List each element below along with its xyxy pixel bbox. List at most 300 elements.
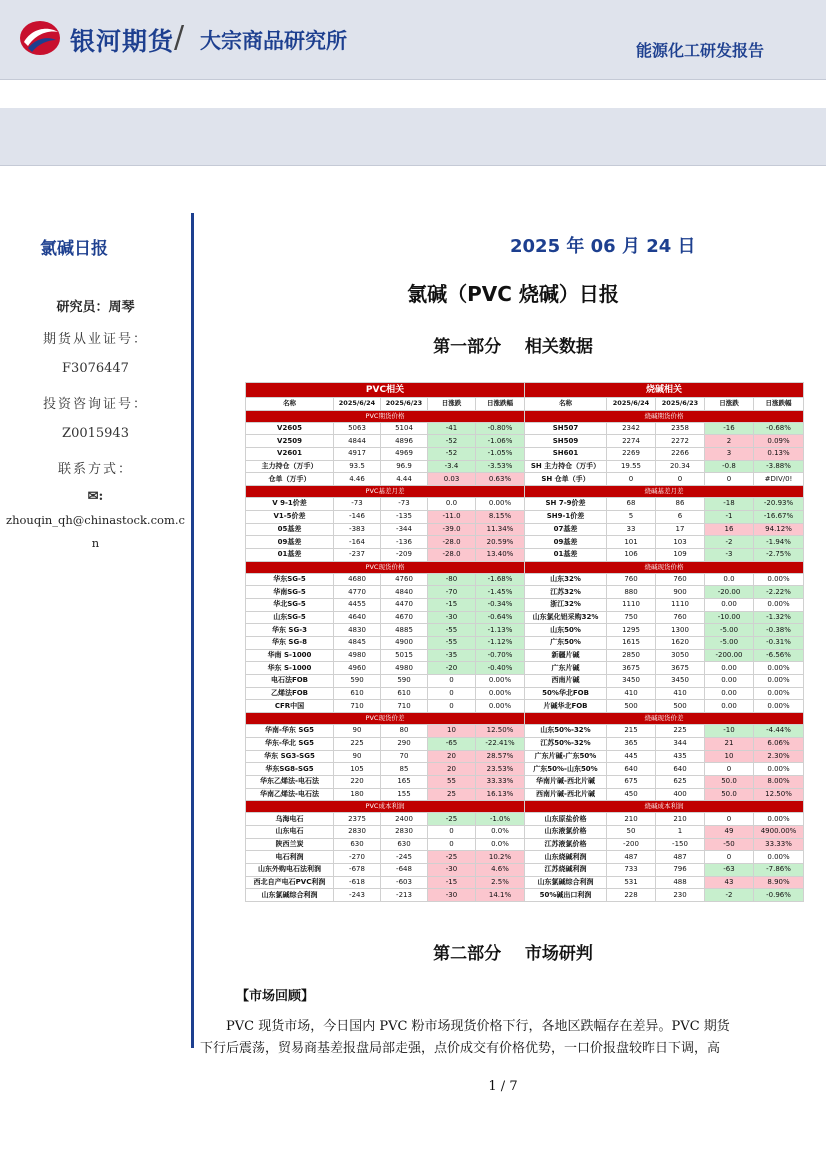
table-row (525, 510, 804, 523)
row-value: 675 (607, 775, 656, 788)
row-value: -6.56% (754, 649, 804, 662)
section-header: PVC成本利润 (246, 801, 525, 813)
table-row (246, 448, 525, 461)
row-value: -2 (705, 889, 754, 902)
email-line-1[interactable]: zhouqin_qh@chinastock.com.c (6, 513, 185, 527)
row-name: V2605 (246, 422, 334, 435)
row-value: -344 (381, 523, 428, 536)
row-value: -7.86% (754, 864, 804, 877)
table-row (525, 763, 804, 776)
table-row (525, 737, 804, 750)
row-name: V1-5价差 (246, 510, 334, 523)
row-value: 0.0% (476, 838, 525, 851)
row-value: 0.00% (754, 675, 804, 688)
row-value: 5104 (381, 422, 428, 435)
row-value: 0.00% (476, 498, 525, 511)
row-value: -0.80% (476, 422, 525, 435)
row-value: 165 (381, 775, 428, 788)
row-value: 0.00% (754, 573, 804, 586)
row-value: 155 (381, 788, 428, 801)
row-value: 0.0% (476, 825, 525, 838)
row-value: 16 (705, 523, 754, 536)
row-name: 50%碱出口利润 (525, 889, 607, 902)
section-header-row (246, 410, 525, 422)
row-value: -18 (705, 498, 754, 511)
row-value: 210 (656, 813, 705, 826)
row-value: 5 (607, 510, 656, 523)
row-value: 3675 (656, 662, 705, 675)
row-value: -603 (381, 876, 428, 889)
row-value: -200 (607, 838, 656, 851)
row-value: 4.6% (476, 864, 525, 877)
row-value: 0.00 (705, 700, 754, 713)
row-value: 17 (656, 523, 705, 536)
license-number: F3076447 (62, 361, 129, 376)
row-value: 0 (705, 763, 754, 776)
row-value: -2 (705, 536, 754, 549)
table-row (525, 775, 804, 788)
section-header: PVC基差月差 (246, 486, 525, 498)
table-row (525, 523, 804, 536)
row-value: 710 (381, 700, 428, 713)
row-value: 0.00% (754, 598, 804, 611)
column-header: 2025/6/23 (656, 398, 705, 411)
row-value: -678 (334, 864, 381, 877)
row-value: 0.00 (705, 687, 754, 700)
row-value: 85 (381, 763, 428, 776)
row-value: 0.00% (754, 700, 804, 713)
row-value: 11.34% (476, 523, 525, 536)
row-value: 630 (381, 838, 428, 851)
column-header: 日涨跌 (705, 398, 754, 411)
row-value: -52 (428, 448, 476, 461)
row-value: 435 (656, 750, 705, 763)
institute-name: 大宗商品研究所 (200, 29, 347, 53)
row-name: 仓单（万手） (246, 473, 334, 486)
row-value: 0 (705, 813, 754, 826)
row-value: 610 (334, 687, 381, 700)
table-row (246, 700, 525, 713)
row-value: 0.13% (754, 448, 804, 461)
column-header: 名称 (525, 398, 607, 411)
row-value: 55 (428, 775, 476, 788)
row-value: 228 (607, 889, 656, 902)
market-review-heading: 【市场回顾】 (236, 989, 315, 1004)
row-value: 4980 (381, 662, 428, 675)
paragraph-line-2: 下行后震荡，贸易商基差报盘局部走强，点价成交有价格优势，一口价报盘较昨日下调，高 (200, 1041, 721, 1056)
table-title-row (525, 383, 804, 398)
row-value: 80 (381, 725, 428, 738)
row-value: 640 (656, 763, 705, 776)
row-value: 86 (656, 498, 705, 511)
column-header: 名称 (246, 398, 334, 411)
table-row (525, 725, 804, 738)
row-value: -73 (381, 498, 428, 511)
column-header: 日涨跌幅 (476, 398, 525, 411)
table-row (246, 586, 525, 599)
section-header: PVC现货价差 (246, 713, 525, 725)
column-header-row (525, 398, 804, 411)
row-value: -55 (428, 637, 476, 650)
row-value: 106 (607, 548, 656, 561)
row-value: 1110 (656, 598, 705, 611)
row-name: 05基差 (246, 523, 334, 536)
row-name: 山东外购电石法利润 (246, 864, 334, 877)
row-name: 乙烯法FOB (246, 687, 334, 700)
table-row (525, 825, 804, 838)
column-header: 2025/6/24 (334, 398, 381, 411)
row-value: 4.44 (381, 473, 428, 486)
row-value: 0.0 (705, 573, 754, 586)
row-name: 07基差 (525, 523, 607, 536)
row-name: 广东50%-山东50% (525, 763, 607, 776)
table-row (525, 649, 804, 662)
row-value: -25 (428, 813, 476, 826)
table-row (246, 687, 525, 700)
row-value: 0 (428, 700, 476, 713)
row-value: -3.53% (476, 460, 525, 473)
row-value: -10.00 (705, 611, 754, 624)
row-value: 2830 (334, 825, 381, 838)
row-name: V 9-1价差 (246, 498, 334, 511)
row-value: 733 (607, 864, 656, 877)
row-name: 华东 SG-8 (246, 637, 334, 650)
row-value: -1.06% (476, 435, 525, 448)
row-value: 0 (428, 838, 476, 851)
report-date: 2025 年 06 月 24 日 (510, 236, 696, 257)
row-value: 225 (656, 725, 705, 738)
row-value: 0.09% (754, 435, 804, 448)
row-name: 广东片碱-广东50% (525, 750, 607, 763)
table-row (246, 725, 525, 738)
table-row (525, 435, 804, 448)
row-name: 江苏液氯价格 (525, 838, 607, 851)
row-value: 33.33% (476, 775, 525, 788)
row-value: 487 (656, 851, 705, 864)
row-value: -3.4 (428, 460, 476, 473)
row-value: 796 (656, 864, 705, 877)
row-value: 445 (607, 750, 656, 763)
row-value: 4770 (334, 586, 381, 599)
table-row (525, 864, 804, 877)
table-row (525, 460, 804, 473)
email-icon: ✉: (87, 489, 104, 504)
row-value: -55 (428, 624, 476, 637)
row-value: 2375 (334, 813, 381, 826)
row-value: 2358 (656, 422, 705, 435)
row-value: 0.00 (705, 598, 754, 611)
row-value: -65 (428, 737, 476, 750)
row-value: -25 (428, 851, 476, 864)
row-value: 0.00% (476, 700, 525, 713)
row-name: 华南SG-5 (246, 586, 334, 599)
table-row (246, 498, 525, 511)
row-name: 片碱华北FOB (525, 700, 607, 713)
row-value: 13.40% (476, 548, 525, 561)
consult-number: Z0015943 (62, 426, 129, 441)
table-row (246, 851, 525, 864)
table-row (525, 586, 804, 599)
table-row (246, 675, 525, 688)
row-value: 900 (656, 586, 705, 599)
row-value: -648 (381, 864, 428, 877)
row-value: 5015 (381, 649, 428, 662)
galaxy-logo-icon (18, 18, 62, 58)
row-name: 山东32% (525, 573, 607, 586)
table-row (246, 813, 525, 826)
row-name: 华东SG8-SG5 (246, 763, 334, 776)
row-name: 华东SG-5 (246, 573, 334, 586)
row-value: 3 (705, 448, 754, 461)
row-value: -63 (705, 864, 754, 877)
email-line-2: n (91, 536, 100, 550)
row-value: 2274 (607, 435, 656, 448)
column-header: 2025/6/23 (381, 398, 428, 411)
row-name: 山东电石 (246, 825, 334, 838)
row-value: 14.1% (476, 889, 525, 902)
table-row (246, 624, 525, 637)
row-value: 4900.00% (754, 825, 804, 838)
row-name: 01基差 (246, 548, 334, 561)
row-value: -3.88% (754, 460, 804, 473)
section-header-row (525, 410, 804, 422)
row-value: -30 (428, 864, 476, 877)
row-value: 590 (334, 675, 381, 688)
column-header: 日涨跌幅 (754, 398, 804, 411)
row-value: 2.5% (476, 876, 525, 889)
row-value: -15 (428, 598, 476, 611)
row-value: 0.03 (428, 473, 476, 486)
table-row (525, 700, 804, 713)
row-value: 68 (607, 498, 656, 511)
table-row (525, 624, 804, 637)
row-value: 4960 (334, 662, 381, 675)
table-row (246, 838, 525, 851)
row-value: 2266 (656, 448, 705, 461)
section-header-row (246, 486, 525, 498)
row-value: 0 (607, 473, 656, 486)
row-value: -0.96% (754, 889, 804, 902)
row-value: -1.45% (476, 586, 525, 599)
row-value: -1.13% (476, 624, 525, 637)
row-name: 江苏32% (525, 586, 607, 599)
section-header: 烧碱成本利润 (525, 801, 804, 813)
section-header-row (246, 561, 525, 573)
table-row (246, 573, 525, 586)
row-value: -22.41% (476, 737, 525, 750)
row-value: 4640 (334, 611, 381, 624)
row-value: 225 (334, 737, 381, 750)
row-value: -0.40% (476, 662, 525, 675)
row-value: 50.0 (705, 775, 754, 788)
row-value: -150 (656, 838, 705, 851)
row-name: 09基差 (246, 536, 334, 549)
row-value: 101 (607, 536, 656, 549)
row-value: -164 (334, 536, 381, 549)
row-value: 0 (705, 473, 754, 486)
row-value: 2269 (607, 448, 656, 461)
table-row (525, 611, 804, 624)
row-value: 230 (656, 889, 705, 902)
row-name: 华东-华北 SG5 (246, 737, 334, 750)
table-row (525, 889, 804, 902)
row-value: -245 (381, 851, 428, 864)
row-value: -213 (381, 889, 428, 902)
row-value: -1.94% (754, 536, 804, 549)
row-value: 180 (334, 788, 381, 801)
row-value: 0 (428, 675, 476, 688)
row-name: 华北SG-5 (246, 598, 334, 611)
row-value: -200.00 (705, 649, 754, 662)
caustic-soda-data-table (524, 382, 804, 902)
row-value: 23.53% (476, 763, 525, 776)
row-value: 0.00% (476, 675, 525, 688)
table-row (246, 750, 525, 763)
row-value: -146 (334, 510, 381, 523)
row-name: 山东50% (525, 624, 607, 637)
table-row (246, 649, 525, 662)
row-value: -618 (334, 876, 381, 889)
row-value: -0.34% (476, 598, 525, 611)
row-value: 20 (428, 763, 476, 776)
section-header-row (525, 801, 804, 813)
row-value: -70 (428, 586, 476, 599)
row-name: 山东氯化铝采购32% (525, 611, 607, 624)
table-row (246, 536, 525, 549)
row-name: 广东片碱 (525, 662, 607, 675)
row-value: -136 (381, 536, 428, 549)
row-value: 16.13% (476, 788, 525, 801)
company-name: 银河期货 (70, 27, 175, 56)
row-value: 220 (334, 775, 381, 788)
row-value: 8.15% (476, 510, 525, 523)
row-value: 365 (607, 737, 656, 750)
row-value: -10 (705, 725, 754, 738)
row-value: -0.31% (754, 637, 804, 650)
row-value: 21 (705, 737, 754, 750)
row-value: 3050 (656, 649, 705, 662)
row-value: -52 (428, 435, 476, 448)
row-value: 750 (607, 611, 656, 624)
row-value: 0.00% (754, 813, 804, 826)
table-row (246, 889, 525, 902)
table-row (246, 737, 525, 750)
row-value: 4830 (334, 624, 381, 637)
row-value: 6 (656, 510, 705, 523)
row-value: -73 (334, 498, 381, 511)
section-header: 烧碱基差月差 (525, 486, 804, 498)
row-value: 49 (705, 825, 754, 838)
row-name: SH601 (525, 448, 607, 461)
row-name: 西南片碱 (525, 675, 607, 688)
row-value: 33.33% (754, 838, 804, 851)
row-value: 0 (705, 851, 754, 864)
row-value: 1295 (607, 624, 656, 637)
row-value: 70 (381, 750, 428, 763)
table-row (246, 473, 525, 486)
row-value: -0.64% (476, 611, 525, 624)
paragraph-line-1: PVC 现货市场，今日国内 PVC 粉市场现货价格下行，各地区跌幅存在差异。PVC 期货 (226, 1019, 730, 1034)
row-value: 487 (607, 851, 656, 864)
table-row (246, 637, 525, 650)
table-row (525, 498, 804, 511)
row-value: -2.22% (754, 586, 804, 599)
table-row (525, 536, 804, 549)
row-value: 10.2% (476, 851, 525, 864)
page-number: 1 / 7 (488, 1079, 518, 1094)
row-name: 电石法FOB (246, 675, 334, 688)
section-header-row (525, 486, 804, 498)
row-value: -0.8 (705, 460, 754, 473)
row-name: 浙江32% (525, 598, 607, 611)
row-value: 90 (334, 750, 381, 763)
row-value: 210 (607, 813, 656, 826)
row-value: -28.0 (428, 548, 476, 561)
table-row (525, 637, 804, 650)
row-value: -15 (428, 876, 476, 889)
row-name: CFR中国 (246, 700, 334, 713)
row-value: 2272 (656, 435, 705, 448)
table-row (246, 864, 525, 877)
row-value: 19.55 (607, 460, 656, 473)
row-value: 2830 (381, 825, 428, 838)
row-value: -28.0 (428, 536, 476, 549)
table-row (246, 788, 525, 801)
row-value: -30 (428, 889, 476, 902)
row-value: -50 (705, 838, 754, 851)
table-row (525, 750, 804, 763)
page-header (0, 0, 826, 80)
row-name: 华南 S-1000 (246, 649, 334, 662)
table-row (246, 422, 525, 435)
row-value: 12.50% (476, 725, 525, 738)
row-value: 20 (428, 750, 476, 763)
row-value: 450 (607, 788, 656, 801)
row-value: 25 (428, 788, 476, 801)
row-value: 760 (656, 611, 705, 624)
column-header: 日涨跌 (428, 398, 476, 411)
row-value: -209 (381, 548, 428, 561)
table-row (525, 675, 804, 688)
table-row (525, 838, 804, 851)
row-value: 10 (428, 725, 476, 738)
row-name: 西南片碱-西北片碱 (525, 788, 607, 801)
row-name: 山东液氯价格 (525, 825, 607, 838)
row-value: -30 (428, 611, 476, 624)
sidebar-divider (191, 213, 194, 1048)
row-value: 1620 (656, 637, 705, 650)
license-label: 期货从业证号： (42, 332, 148, 347)
row-value: 4844 (334, 435, 381, 448)
row-value: 630 (334, 838, 381, 851)
row-value: 290 (381, 737, 428, 750)
row-value: 410 (656, 687, 705, 700)
table-row (525, 473, 804, 486)
section-header-row (246, 801, 525, 813)
row-value: 531 (607, 876, 656, 889)
title-band (0, 108, 826, 259)
row-name: 华南乙烯法-电石法 (246, 788, 334, 801)
row-value: 2 (705, 435, 754, 448)
table-row (246, 775, 525, 788)
table-row (525, 788, 804, 801)
row-name: 乌海电石 (246, 813, 334, 826)
row-value: 28.57% (476, 750, 525, 763)
row-name: 华东乙烯法-电石法 (246, 775, 334, 788)
row-name: 陕西兰炭 (246, 838, 334, 851)
table-row (525, 876, 804, 889)
row-value: -1 (705, 510, 754, 523)
